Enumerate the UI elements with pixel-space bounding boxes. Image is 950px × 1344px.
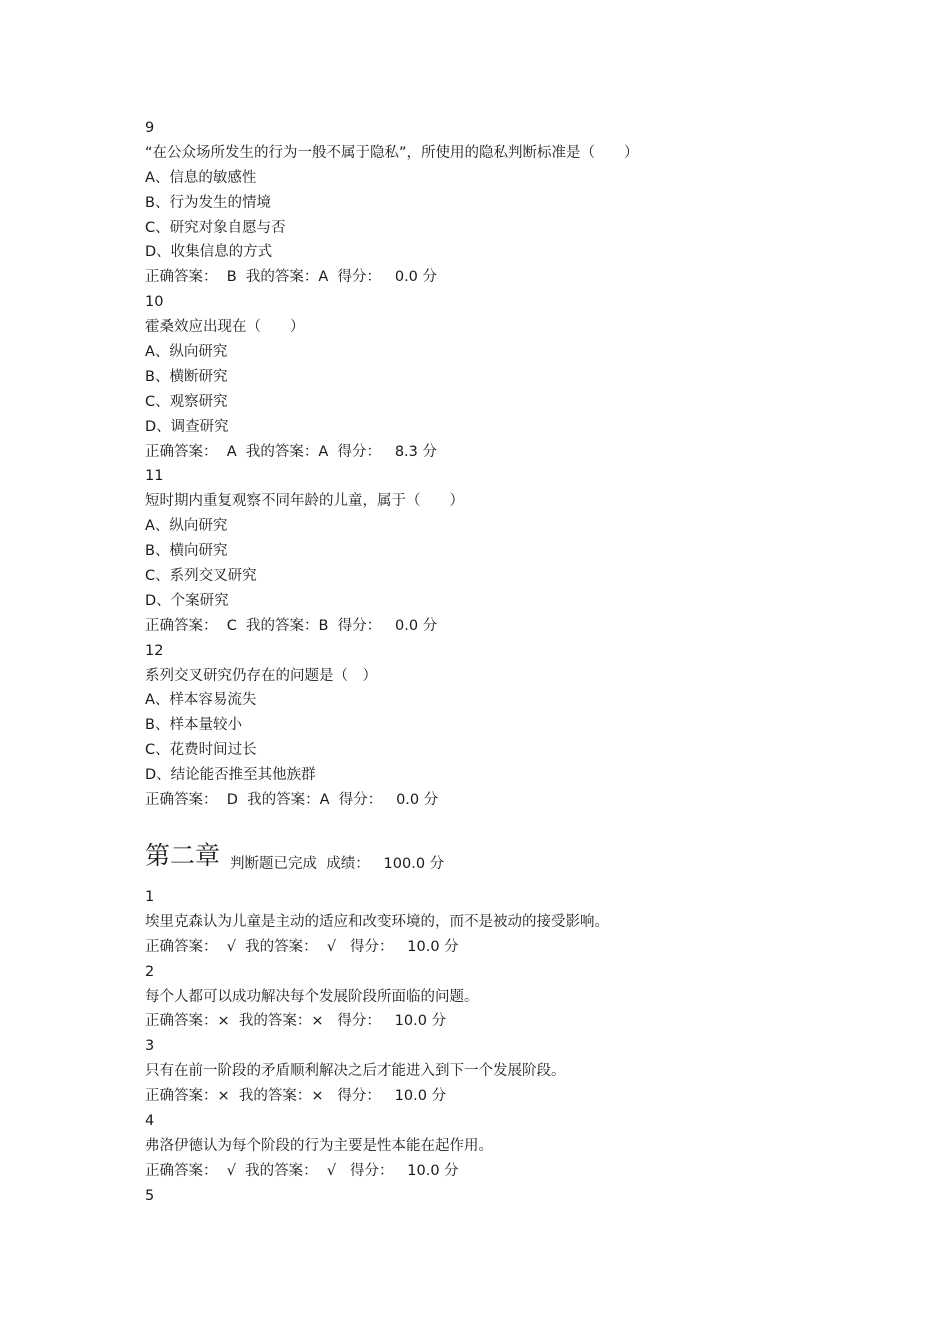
question-number: 2 xyxy=(145,963,155,980)
answer-line: 正确答案： √ 我的答案： √ 得分： 10.0 分 xyxy=(145,938,459,955)
question-number: 4 xyxy=(145,1112,155,1129)
option-d: D、结论能否推至其他族群 xyxy=(145,767,316,784)
option-b: B、横断研究 xyxy=(145,368,228,385)
question-9 xyxy=(145,116,905,290)
answer-line: 正确答案： A 我的答案：A 得分： 8.3 分 xyxy=(145,443,437,460)
answer-line: 正确答案： B 我的答案：A 得分： 0.0 分 xyxy=(145,269,438,286)
question-number: 9 xyxy=(145,120,155,136)
question-text: 霍桑效应出现在（ ） xyxy=(145,319,305,336)
option-b: B、样本量较小 xyxy=(145,717,242,734)
option-d: D、个案研究 xyxy=(145,592,229,609)
option-c: C、花费时间过长 xyxy=(145,742,257,759)
question-text: “在公众场所发生的行为一般不属于隐私”，所使用的隐私判断标准是（ ） xyxy=(145,144,639,161)
question-number: 11 xyxy=(145,468,164,485)
answer-line: 正确答案：× 我的答案：× 得分： 10.0 分 xyxy=(145,1088,447,1105)
question-number: 3 xyxy=(145,1038,155,1055)
option-d: D、调查研究 xyxy=(145,418,229,435)
tf-question-1 xyxy=(145,885,905,960)
tf-question-5 xyxy=(145,1184,905,1209)
option-d: D、收集信息的方式 xyxy=(145,244,273,261)
question-text: 弗洛伊德认为每个阶段的行为主要是性本能在起作用。 xyxy=(145,1137,493,1154)
question-text: 每个人都可以成功解决每个发展阶段所面临的问题。 xyxy=(145,988,479,1005)
option-c: C、观察研究 xyxy=(145,393,228,410)
chapter-heading xyxy=(145,817,905,879)
question-number: 12 xyxy=(145,642,164,659)
answer-line: 正确答案： D 我的答案：A 得分： 0.0 分 xyxy=(145,792,439,809)
chapter-status: 判断题已完成 成绩： 100.0 分 xyxy=(230,855,445,872)
question-text: 埃里克森认为儿童是主动的适应和改变环境的，而不是被动的接受影响。 xyxy=(145,913,609,930)
question-text: 系列交叉研究仍存在的问题是（ ） xyxy=(145,667,377,684)
question-number: 5 xyxy=(145,1187,155,1204)
question-number: 1 xyxy=(145,888,155,905)
question-text: 短时期内重复观察不同年龄的儿童，属于（ ） xyxy=(145,493,464,510)
answer-line: 正确答案： √ 我的答案： √ 得分： 10.0 分 xyxy=(145,1162,459,1179)
question-12 xyxy=(145,639,905,813)
option-a: A、信息的敏感性 xyxy=(145,169,257,186)
question-text: 只有在前一阶段的矛盾顺利解决之后才能进入到下一个发展阶段。 xyxy=(145,1063,566,1080)
tf-question-4 xyxy=(145,1109,905,1184)
option-b: B、行为发生的情境 xyxy=(145,194,271,211)
option-b: B、横向研究 xyxy=(145,543,228,560)
question-number: 10 xyxy=(145,294,164,311)
question-10 xyxy=(145,290,905,464)
option-a: A、纵向研究 xyxy=(145,344,228,361)
answer-line: 正确答案：× 我的答案：× 得分： 10.0 分 xyxy=(145,1013,447,1030)
option-a: A、样本容易流失 xyxy=(145,692,257,709)
option-c: C、研究对象自愿与否 xyxy=(145,219,286,236)
answer-line: 正确答案： C 我的答案：B 得分： 0.0 分 xyxy=(145,617,438,634)
option-c: C、系列交叉研究 xyxy=(145,568,257,585)
document-content xyxy=(145,116,905,1209)
chapter-title: 第二章 xyxy=(145,840,221,870)
tf-question-2 xyxy=(145,960,905,1035)
option-a: A、纵向研究 xyxy=(145,518,228,535)
question-11 xyxy=(145,464,905,638)
tf-question-3 xyxy=(145,1034,905,1109)
